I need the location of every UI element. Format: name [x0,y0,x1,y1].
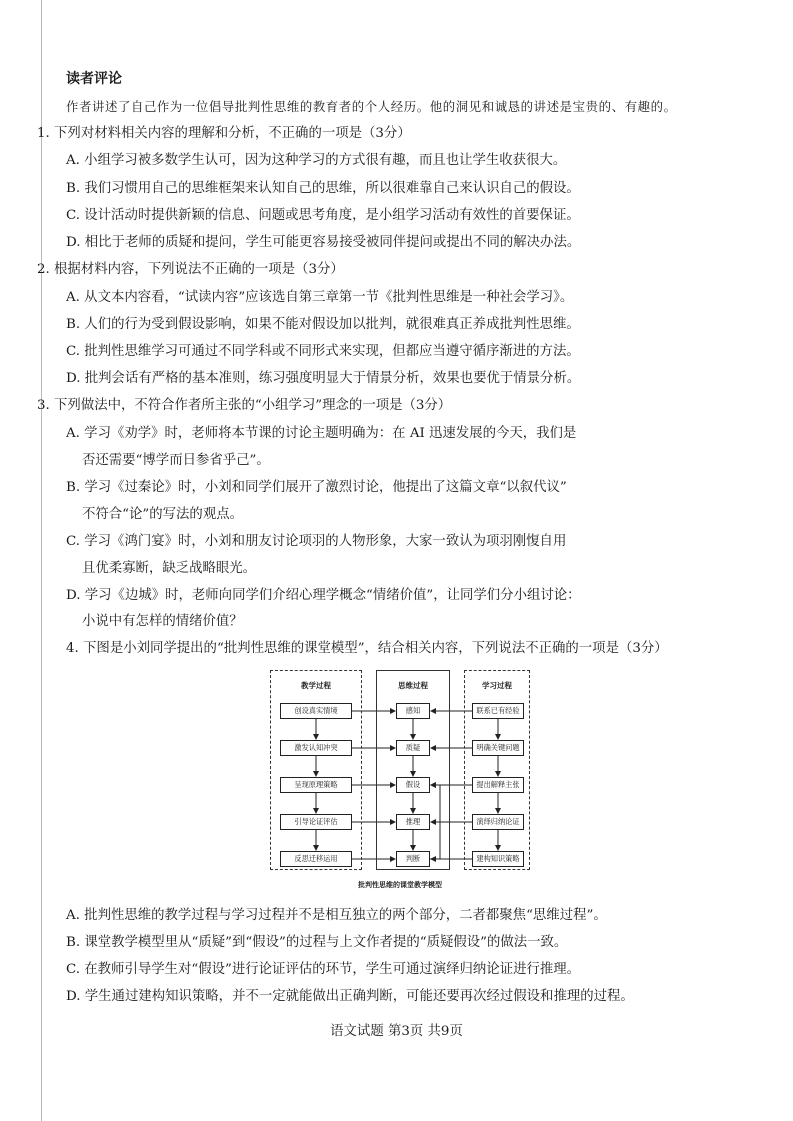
question-2-stem: 2. 根据材料内容，下列说法不正确的一项是（3分） [37,262,344,277]
binding-margin-line [41,0,42,1121]
diagram-caption: 批判性思维的课堂教学模型 [358,880,442,889]
learning-step: 联系已有经验 [472,703,524,719]
question-1-option-b: B. 我们习惯用自己的思维框架来认知自己的思维，所以很难靠自己来认识自己的假设。 [66,181,580,196]
thinking-step: 假设 [396,777,430,793]
question-3-option-a: A. 学习《劝学》时，老师将本节课的讨论主题明确为：在 AI 迅速发展的今天，我们是 [66,426,577,441]
question-2-option-d: D. 批判会话有严格的基本准则，练习强度明显大于情景分析，效果也要优于情景分析。 [66,371,581,386]
teaching-step: 激发认知冲突 [280,740,352,756]
question-1-option-a: A. 小组学习被多数学生认可，因为这种学习的方式很有趣，而且也让学生收获很大。 [66,153,567,168]
thinking-step: 质疑 [396,740,430,756]
page-footer: 语文试题 第3页 共9页 [330,1024,463,1039]
classroom-model-diagram [270,670,530,895]
question-4-option-c: C. 在教师引导学生对“假设”进行论证评估的环节，学生可通过演绎归纳论证进行推理。 [66,962,581,977]
section-heading: 读者评论 [66,71,122,87]
teaching-process-title: 教学过程 [301,681,331,690]
learning-step: 明确关键问题 [472,740,524,756]
question-3-stem: 3. 下列做法中，不符合作者所主张的“小组学习”理念的一项是（3分） [37,398,452,413]
question-3-option-b: B. 学习《过秦论》时，小刘和同学们展开了激烈讨论，他提出了这篇文章“以叙代议” [66,480,567,495]
question-4-option-b: B. 课堂教学模型里从“质疑”到“假设”的过程与上文作者提的“质疑假设”的做法一致。 [66,935,568,950]
question-2-option-c: C. 批判性思维学习可通过不同学科或不同形式来实现，但都应当遵守循序渐进的方法。 [66,344,580,359]
question-2-option-a: A. 从文本内容看，“试读内容”应该选自第三章第一节《批判性思维是一种社会学习》。 [66,290,574,305]
question-1-option-c: C. 设计活动时提供新颖的信息、问题或思考角度，是小组学习活动有效性的首要保证。 [66,208,580,223]
teaching-step: 引导论证评估 [280,814,352,830]
question-4-option-a: A. 批判性思维的教学过程与学习过程并不是相互独立的两个部分，二者都聚焦“思维过程”。 [66,908,607,923]
question-3-option-b-cont: 不符合“论”的写法的观点。 [82,507,243,522]
question-3-option-a-cont: 否还需要“博学而日参省乎己”。 [82,453,270,468]
thinking-step: 感知 [396,703,430,719]
question-3-option-d: D. 学习《边城》时，老师向同学们介绍心理学概念“情绪价值”，让同学们分小组讨论： [66,588,581,603]
question-3-option-c: C. 学习《鸿门宴》时，小刘和朋友讨论项羽的人物形象，大家一致认为项羽刚愎自用 [66,534,567,549]
thinking-step: 推理 [396,814,430,830]
question-2-option-b: B. 人们的行为受到假设影响，如果不能对假设加以批判，就很难真正养成批判性思维。 [66,317,580,332]
teaching-step: 反思迁移运用 [280,851,352,867]
learning-step: 演绎归纳论证 [472,814,524,830]
teaching-step: 呈现原理策略 [280,777,352,793]
thinking-process-panel [376,670,450,870]
review-text: 作者讲述了自己作为一位倡导批判性思维的教育者的个人经历。他的洞见和诚恳的讲述是宝贵的、有趣的。 [66,99,677,114]
question-4-stem: 4. 下图是小刘同学提出的“批判性思维的课堂模型”，结合相关内容，下列说法不正确的一项是（3分） [66,641,668,656]
question-1-option-d: D. 相比于老师的质疑和提问，学生可能更容易接受被同伴提问或提出不同的解决办法。 [66,235,581,250]
question-3-option-c-cont: 且优柔寡断，缺乏战略眼光。 [82,561,257,576]
learning-process-title: 学习过程 [482,681,512,690]
thinking-step: 判断 [396,851,430,867]
learning-process-panel [464,670,530,870]
question-1-stem: 1. 下列对材料相关内容的理解和分析，不正确的一项是（3分） [37,126,411,141]
thinking-process-title: 思维过程 [398,681,428,690]
question-3-option-d-cont: 小说中有怎样的情绪价值？ [82,614,243,629]
question-4-option-d: D. 学生通过建构知识策略，并不一定就能做出正确判断，可能还要再次经过假设和推理的过程。 [66,989,634,1004]
learning-step: 建构知识策略 [472,851,524,867]
teaching-step: 创设真实情境 [280,703,352,719]
learning-step: 提出解释主张 [472,777,524,793]
teaching-process-panel [270,670,362,870]
